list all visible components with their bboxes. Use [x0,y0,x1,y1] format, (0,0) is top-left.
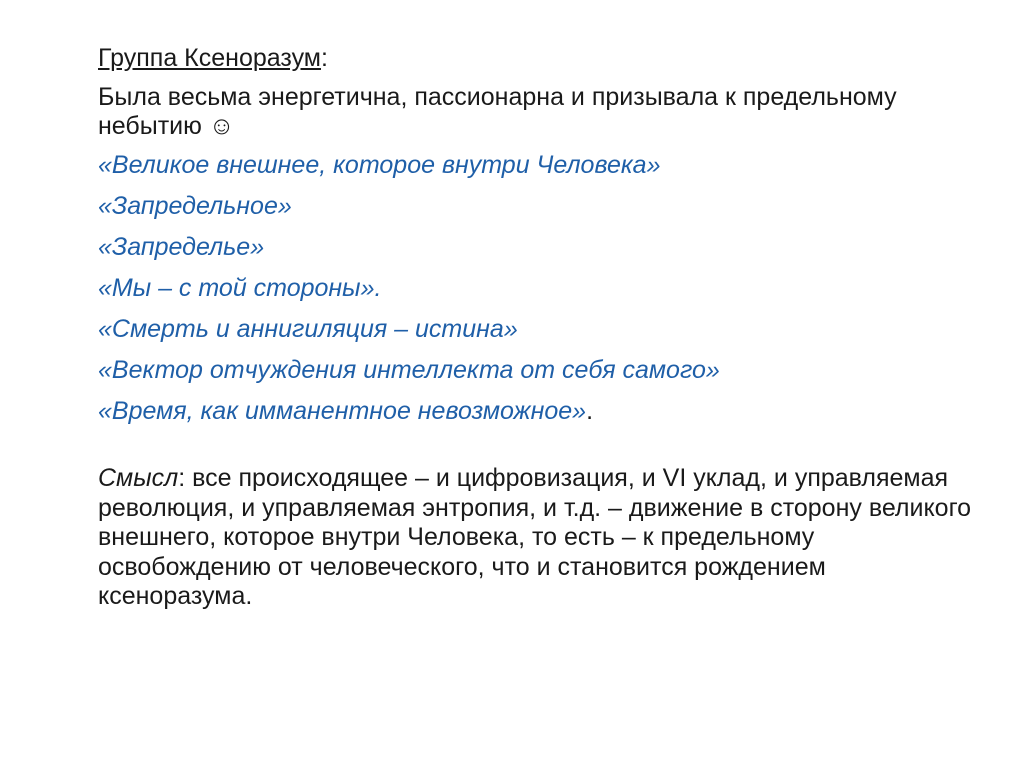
quote-7-period: . [586,397,594,425]
spacer [98,438,984,464]
meaning-text: : все происходящее – и цифровизация, и VI уклад, и управляемая революция, и управляемая энтропия, и т.д. – движение в сторону великого внешнего, которое внутри Человека, то есть – к предельному освобождению от человеческого, что и становится рождением ксеноразума. [98,464,972,610]
heading-title: Группа Ксеноразум [98,44,321,72]
meaning-paragraph [98,464,984,612]
meaning-label: Смысл [98,464,179,492]
heading-colon: : [320,44,328,72]
quote-1: «Великое внешнее, которое внутри Человека» [98,151,661,179]
quote-2: «Запредельное» [98,192,292,220]
intro-text: Была весьма энергетична, пассионарна и призывала к предельному небытию ☺ [98,83,897,140]
quote-7-text: «Время, как имманентное невозможное» [98,397,587,425]
quote-4: «Мы – с той стороны». [98,274,382,302]
quote-6: «Вектор отчуждения интеллекта от себя самого» [98,356,720,384]
quote-3: «Запредельe» [98,233,265,261]
heading [98,44,984,73]
quote-7 [98,397,984,426]
quote-5: «Смерть и аннигиляция – истина» [98,315,518,343]
